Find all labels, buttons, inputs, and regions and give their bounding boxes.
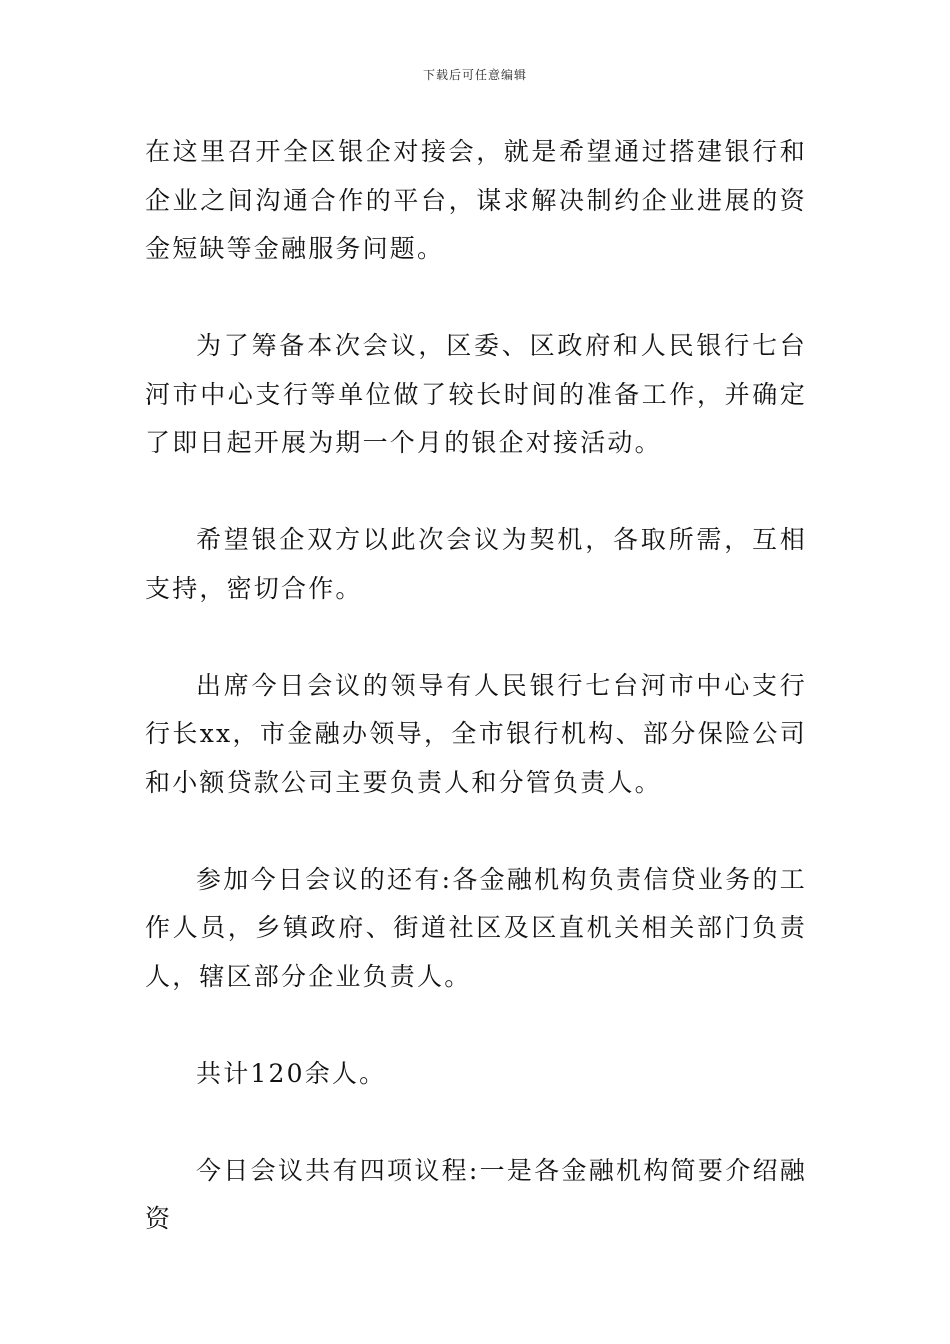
document-body — [145, 128, 807, 1244]
paragraph-5: 参加今日会议的还有:各金融机构负责信贷业务的工作人员，乡镇政府、街道社区及区直机关相关部门负责人，辖区部分企业负责人。 — [145, 864, 807, 991]
paragraph-7: 今日会议共有四项议程:一是各金融机构简要介绍融资 — [145, 1155, 807, 1233]
paragraph-4: 出席今日会议的领导有人民银行七台河市中心支行行长xx，市金融办领导，全市银行机构、部分保险公司和小额贷款公司主要负责人和分管负责人。 — [145, 670, 807, 797]
paragraph-spacer — [145, 807, 807, 856]
paragraph-spacer — [145, 613, 807, 662]
page-header: 下载后可任意编辑 — [422, 68, 527, 82]
paragraph-spacer — [145, 1098, 807, 1147]
paragraph-spacer — [145, 274, 807, 323]
paragraph-spacer — [145, 1001, 807, 1050]
paragraph-2: 为了筹备本次会议，区委、区政府和人民银行七台河市中心支行等单位做了较长时间的准备工作，并确定了即日起开展为期一个月的银企对接活动。 — [145, 331, 807, 457]
paragraph-spacer — [145, 468, 807, 517]
paragraph-1: 在这里召开全区银企对接会，就是希望通过搭建银行和企业之间沟通合作的平台，谋求解决制约企业进展的资金短缺等金融服务问题。 — [145, 137, 807, 263]
paragraph-3: 希望银企双方以此次会议为契机，各取所需，互相支持，密切合作。 — [145, 525, 807, 603]
paragraph-6: 共计120余人。 — [196, 1058, 387, 1088]
